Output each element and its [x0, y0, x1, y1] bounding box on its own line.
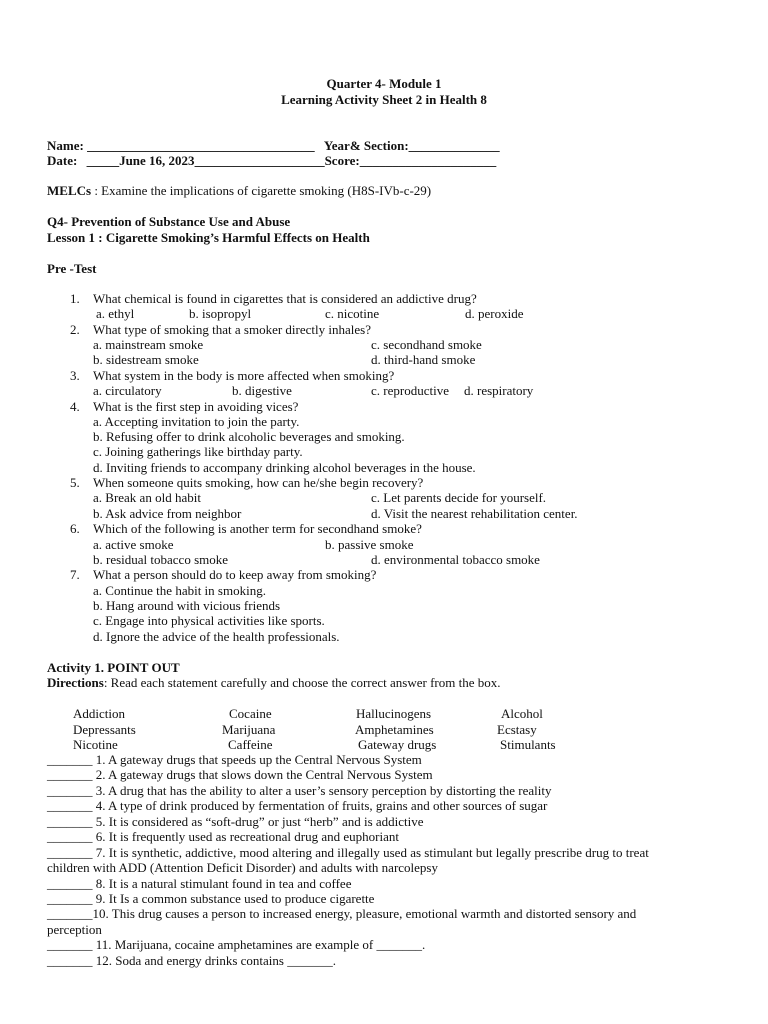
question-number: 6.: [70, 521, 80, 536]
choice: a. active smoke: [93, 537, 174, 552]
activity-item: _______ 11. Marijuana, cocaine amphetamines are example of _______.: [47, 937, 426, 952]
activity-item: _______ 4. A type of drink produced by fermentation of fruits, grains and other sources of sugar: [47, 798, 548, 813]
choice: d. peroxide: [465, 306, 524, 321]
date-label: Date:: [47, 153, 78, 168]
score-label: Score:: [324, 153, 360, 168]
question-text: What is the first step in avoiding vices?: [93, 399, 299, 414]
choice: b. digestive: [232, 383, 292, 398]
choice: b. isopropyl: [189, 306, 252, 321]
date-blank-before: _____: [86, 153, 120, 168]
box-word: Addiction: [73, 706, 125, 721]
choice: d. Inviting friends to accompany drinking alcohol beverages in the house.: [93, 460, 476, 475]
choice: a. Accepting invitation to join the party.: [93, 414, 300, 429]
choice: b. Hang around with vicious friends: [93, 598, 281, 613]
choice: c. Engage into physical activities like sports.: [93, 613, 325, 628]
choice: c. reproductive: [371, 383, 449, 398]
activity-item-continued: children with ADD (Attention Deficit Disorder) and adults with narcolepsy: [47, 860, 438, 875]
choice: b. residual tobacco smoke: [93, 552, 229, 567]
question-text: What a person should do to keep away from smoking?: [93, 567, 377, 582]
box-word: Alcohol: [501, 706, 543, 721]
choice: d. respiratory: [464, 383, 534, 398]
choice: c. nicotine: [325, 306, 380, 321]
choice: c. secondhand smoke: [371, 337, 482, 352]
question-text: Which of the following is another term for secondhand smoke?: [93, 521, 422, 536]
box-word: Hallucinogens: [356, 706, 432, 721]
topic-title: Q4- Prevention of Substance Use and Abuse: [47, 214, 291, 229]
directions-line: [47, 675, 501, 690]
activity-item-continued: perception: [47, 922, 102, 937]
header-title: Learning Activity Sheet 2 in Health 8: [281, 92, 487, 107]
name-label: Name:: [47, 138, 84, 153]
choice: a. Continue the habit in smoking.: [93, 583, 266, 598]
question-number: 5.: [70, 475, 80, 490]
year-section-blank: ______________: [408, 138, 500, 153]
choice: c. Joining gatherings like birthday party.: [93, 444, 303, 459]
question-text: What chemical is found in cigarettes that is considered an addictive drug?: [93, 291, 477, 306]
activity-title: Activity 1. POINT OUT: [47, 660, 180, 675]
directions-text: : Read each statement carefully and choose the correct answer from the box.: [103, 675, 501, 690]
activity-item: _______ 2. A gateway drugs that slows down the Central Nervous System: [47, 767, 433, 782]
activity-item: _______ 1. A gateway drugs that speeds up the Central Nervous System: [47, 752, 422, 767]
choice: b. sidestream smoke: [93, 352, 199, 367]
activity-item: _______10. This drug causes a person to increased energy, pleasure, emotional warmth and distorted sensory and: [47, 906, 637, 921]
date-blank-after: ____________________: [194, 153, 325, 168]
year-section-label: Year& Section:: [323, 138, 409, 153]
question-number: 2.: [70, 322, 80, 337]
choice: a. circulatory: [93, 383, 162, 398]
box-word: Cocaine: [229, 706, 272, 721]
choice: d. Ignore the advice of the health professionals.: [93, 629, 340, 644]
choice: a. Break an old habit: [93, 490, 201, 505]
box-word: Stimulants: [500, 737, 556, 752]
melcs-line: [47, 183, 431, 198]
question-text: What type of smoking that a smoker directly inhales?: [93, 322, 371, 337]
activity-item: _______ 6. It is frequently used as recreational drug and euphoriant: [47, 829, 399, 844]
header-quarter: Quarter 4- Module 1: [326, 76, 442, 91]
choice: d. Visit the nearest rehabilitation center.: [371, 506, 578, 521]
choice: b. Refusing offer to drink alcoholic beverages and smoking.: [93, 429, 405, 444]
box-word: Caffeine: [228, 737, 273, 752]
choice: d. third-hand smoke: [371, 352, 476, 367]
box-word: Marijuana: [222, 722, 276, 737]
choice: d. environmental tobacco smoke: [371, 552, 540, 567]
activity-item: _______ 5. It is considered as “soft-drug” or just “herb” and is addictive: [47, 814, 424, 829]
lesson-title: Lesson 1 : Cigarette Smoking’s Harmful Effects on Health: [47, 230, 370, 245]
choice: b. passive smoke: [325, 537, 414, 552]
choice: c. Let parents decide for yourself.: [371, 490, 547, 505]
question-number: 4.: [70, 399, 80, 414]
activity-item: _______ 8. It is a natural stimulant found in tea and coffee: [47, 876, 352, 891]
question-text: When someone quits smoking, how can he/she begin recovery?: [93, 475, 424, 490]
choice: a. ethyl: [96, 306, 135, 321]
date-line: [47, 153, 496, 168]
activity-item: _______ 3. A drug that has the ability to alter a user’s sensory perception by distorting the reality: [47, 783, 552, 798]
choice: a. mainstream smoke: [93, 337, 204, 352]
box-word: Depressants: [73, 722, 136, 737]
pretest-title: Pre -Test: [47, 261, 97, 276]
activity-item: _______ 7. It is synthetic, addictive, mood altering and illegally used as stimulant but legally prescribe drug to treat: [47, 845, 649, 860]
box-word: Nicotine: [73, 737, 118, 752]
score-blank: _____________________: [359, 153, 497, 168]
activity-item: _______ 9. It Is a common substance used to produce cigarette: [47, 891, 375, 906]
name-line: [47, 138, 500, 153]
box-word: Amphetamines: [355, 722, 434, 737]
question-number: 3.: [70, 368, 80, 383]
question-text: What system in the body is more affected when smoking?: [93, 368, 395, 383]
melcs-label: MELCs: [47, 183, 92, 198]
melcs-text: : Examine the implications of cigarette smoking (H8S-IVb-c-29): [91, 183, 432, 198]
question-number: 7.: [70, 567, 80, 582]
directions-label: Directions: [47, 675, 104, 690]
date-value: June 16, 2023: [119, 153, 195, 168]
activity-item: _______ 12. Soda and energy drinks contains _______.: [47, 953, 336, 968]
box-word: Gateway drugs: [358, 737, 437, 752]
box-word: Ecstasy: [497, 722, 537, 737]
question-number: 1.: [70, 291, 80, 306]
choice: b. Ask advice from neighbor: [93, 506, 242, 521]
name-blank: ___________________________________: [87, 138, 315, 153]
